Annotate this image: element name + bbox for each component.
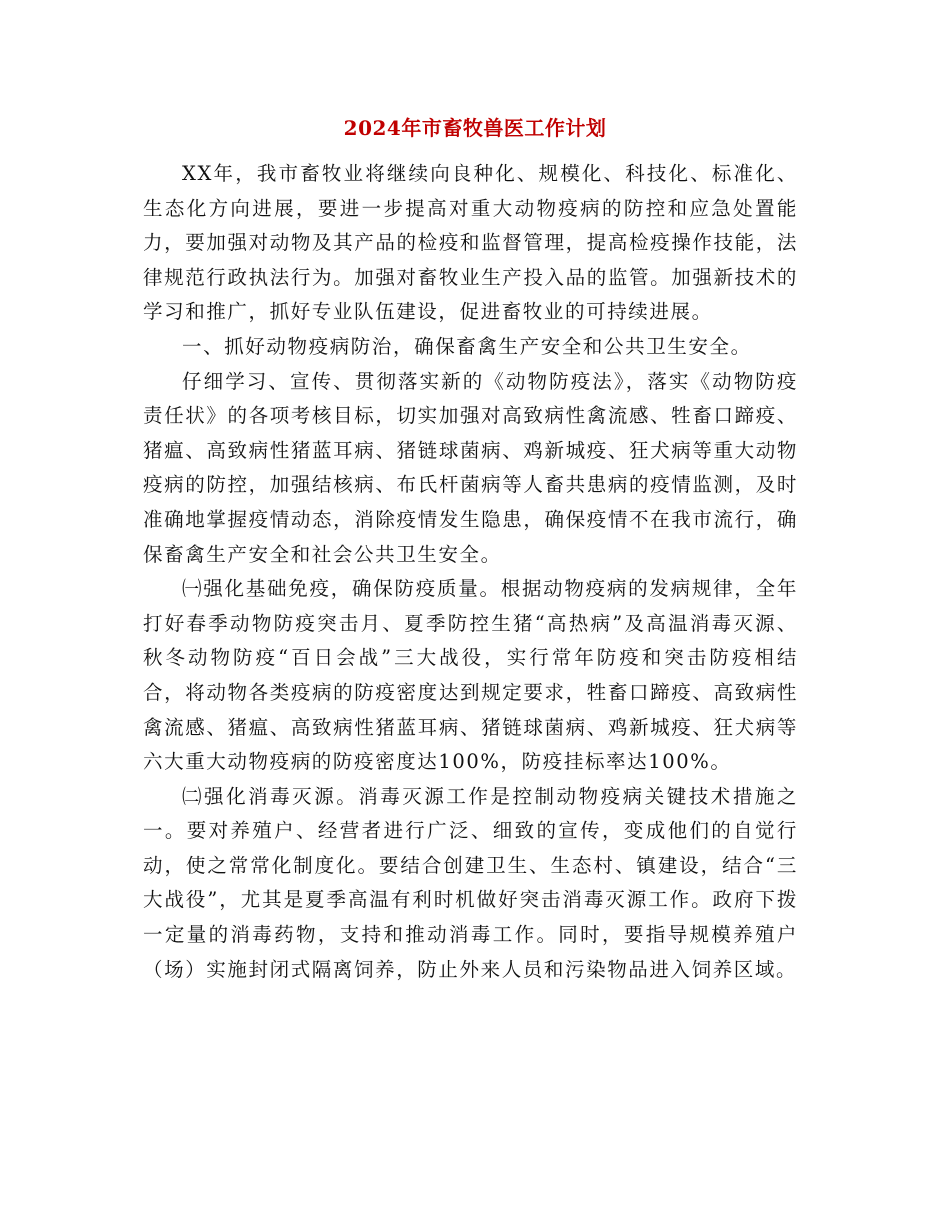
section-heading-1: 一、抓好动物疫病防治，确保畜禽生产安全和公共卫生安全。 [182, 334, 752, 358]
paragraph-intro: XX年，我市畜牧业将继续向良种化、规模化、科技化、标准化、生态化方向进展，要进一步提高对重大动物疫病的防控和应急处置能力，要加强对动物及其产品的检疫和监督管理，提高检疫操作技能，法律规范行政执法行为。加强对畜牧业生产投入品的监管。加强新技术的学习和推广，抓好专业队伍建设，促进畜牧业的可持续进展。 [143, 162, 798, 324]
document-title: 2024年市畜牧兽医工作计划 [343, 116, 607, 140]
paragraph-item-2: ㈡强化消毒灭源。消毒灭源工作是控制动物疫病关键技术措施之一。要对养殖户、经营者进行广泛、细致的宣传，变成他们的自觉行动，使之常常化制度化。要结合创建卫生、生态村、镇建设，结合“三大战役”，尤其是夏季高温有利时机做好突击消毒灭源工作。政府下拨一定量的消毒药物，支持和推动消毒工作。同时，要指导规模养殖户（场）实施封闭式隔离饲养，防止外来人员和污染物品进入饲养区域。 [143, 784, 798, 981]
paragraph-section-1: 仔细学习、宣传、贯彻落实新的《动物防疫法》，落实《动物防疫责任状》的各项考核目标，切实加强对高致病性禽流感、牲畜口蹄疫、猪瘟、高致病性猪蓝耳病、猪链球菌病、鸡新城疫、狂犬病等重大动物疫病的防控，加强结核病、布氏杆菌病等人畜共患病的疫情监测，及时准确地掌握疫情动态，消除疫情发生隐患，确保疫情不在我市流行，确保畜禽生产安全和社会公共卫生安全。 [143, 369, 798, 566]
document-body [143, 157, 798, 987]
paragraph-item-1: ㈠强化基础免疫，确保防疫质量。根据动物疫病的发病规律，全年打好春季动物防疫突击月、夏季防控生猪“高热病”及高温消毒灭源、秋冬动物防疫“百日会战”三大战役，实行常年防疫和突击防疫相结合，将动物各类疫病的防疫密度达到规定要求，牲畜口蹄疫、高致病性禽流感、猪瘟、高致病性猪蓝耳病、猪链球菌病、鸡新城疫、狂犬病等六大重大动物疫病的防疫密度达100%，防疫挂标率达100%。 [143, 577, 798, 774]
